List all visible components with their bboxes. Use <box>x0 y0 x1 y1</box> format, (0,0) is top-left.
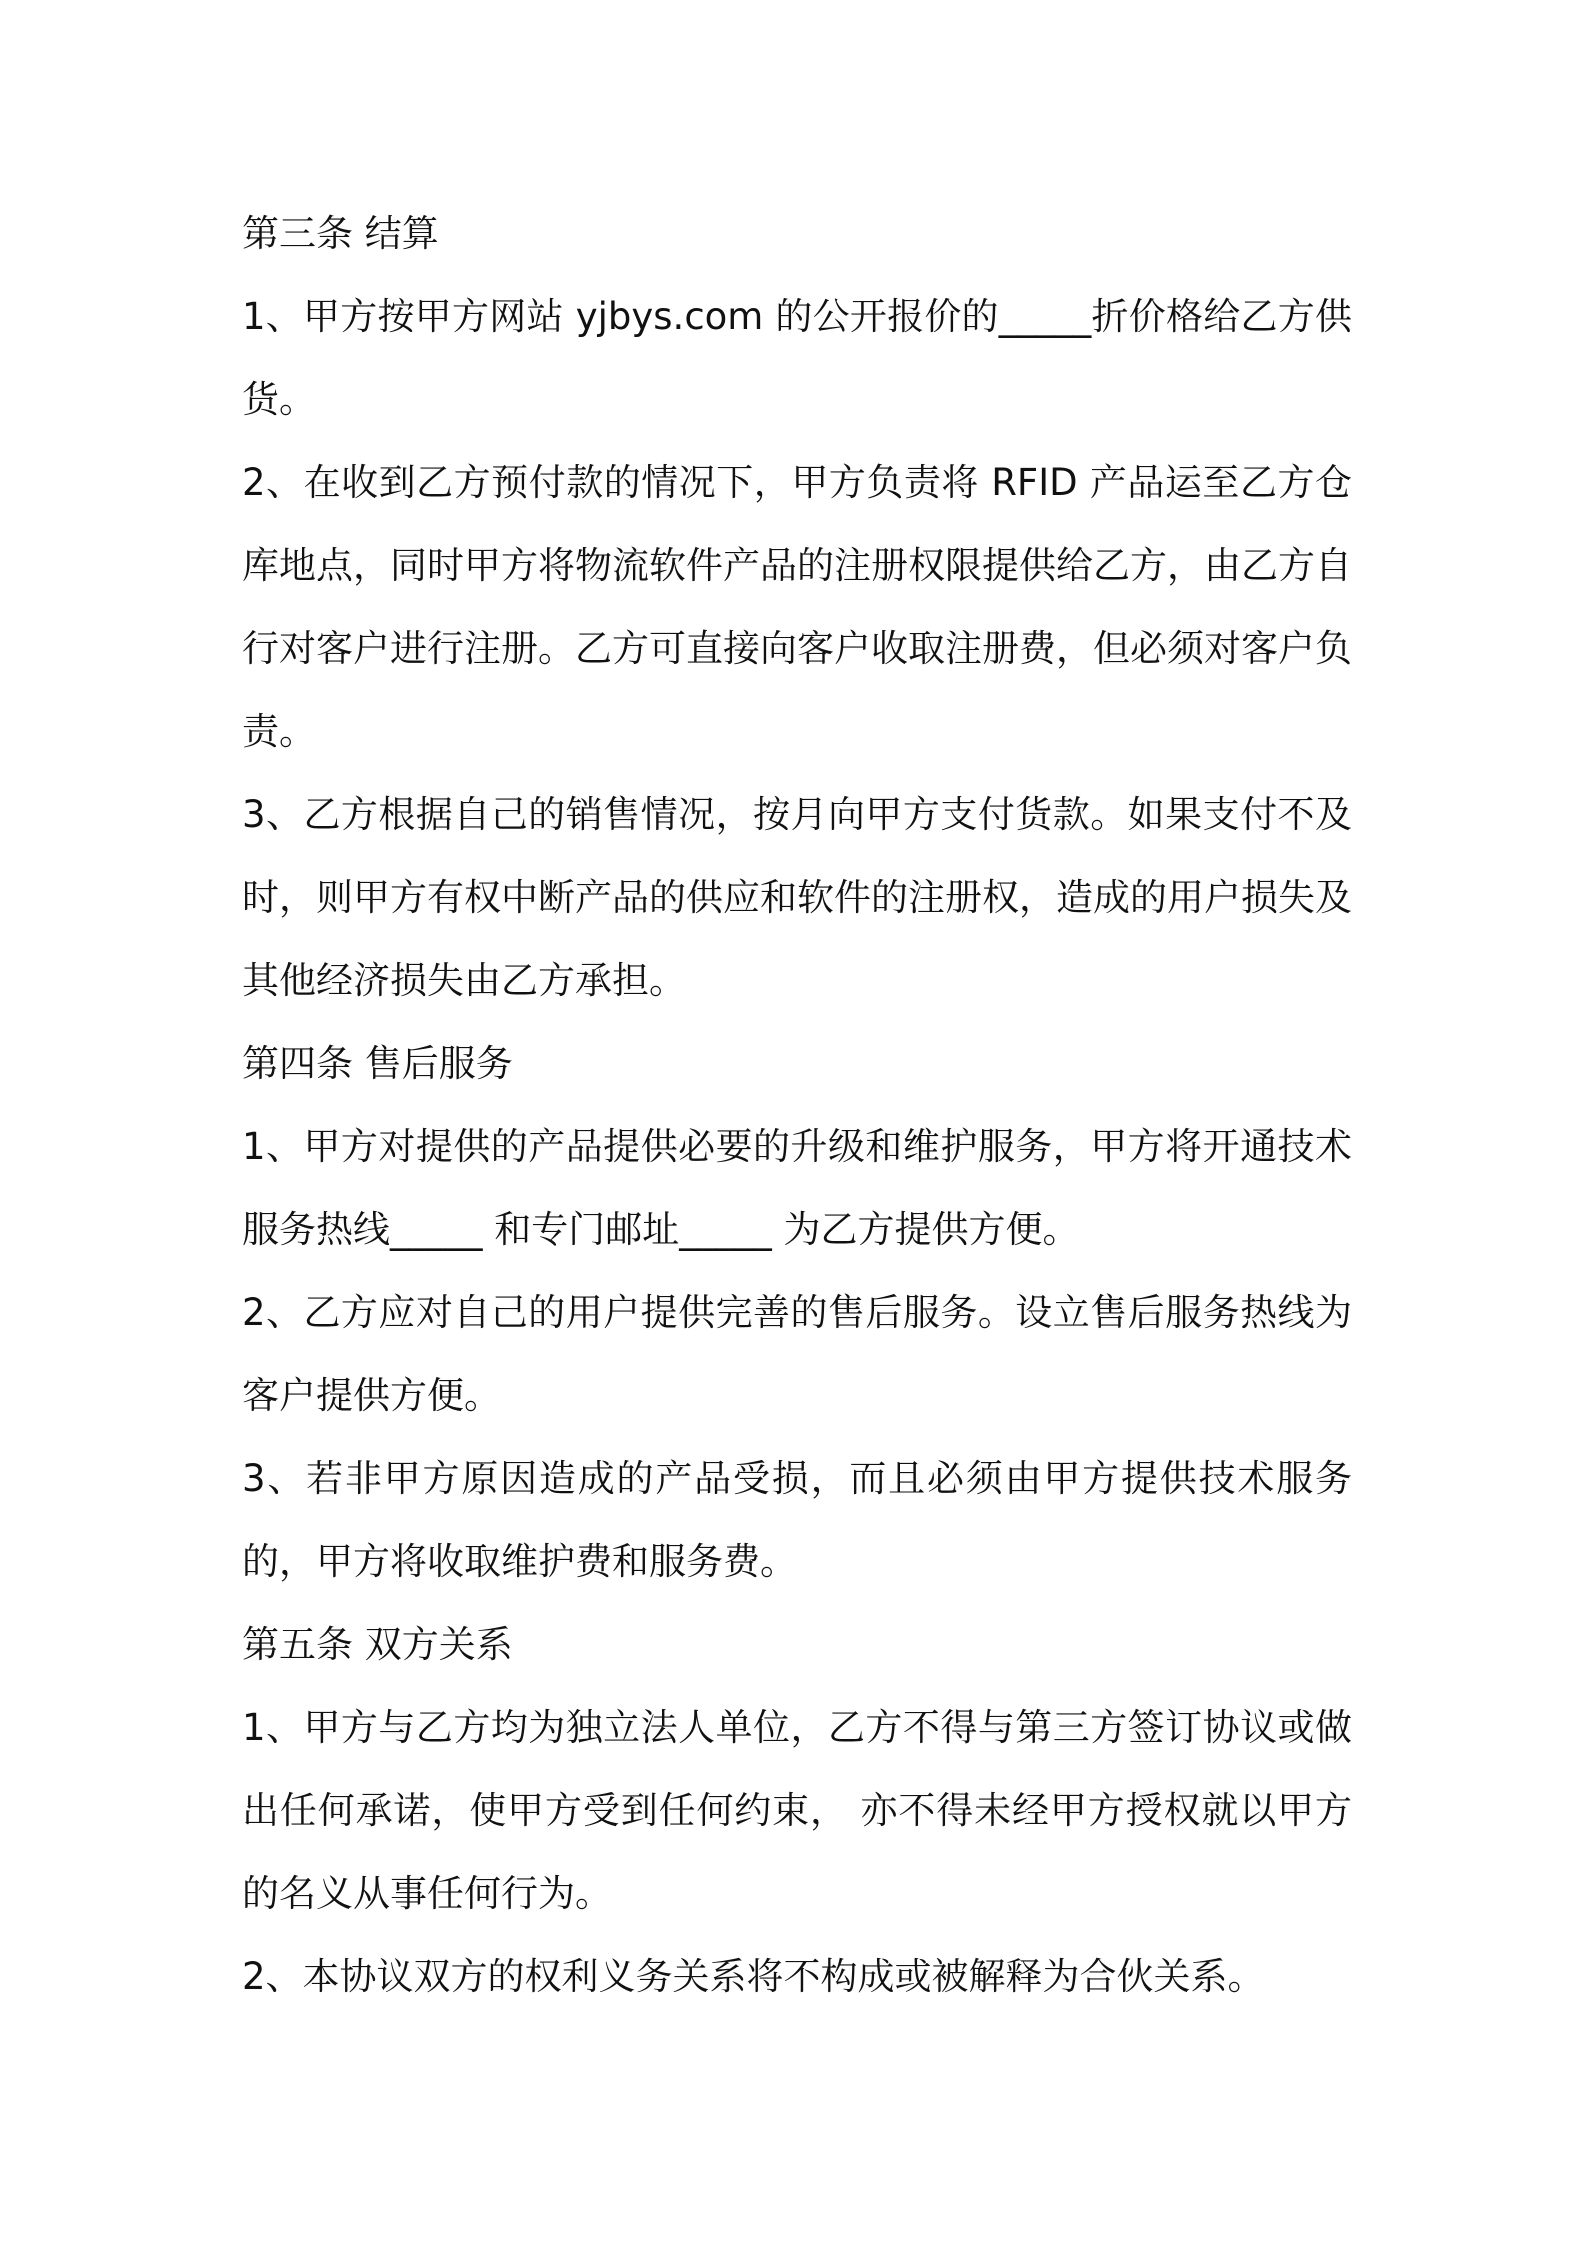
clause-paragraph: 1、甲方对提供的产品提供必要的升级和维护服务，甲方将开通技术服务热线_____ 和专门邮址_____ 为乙方提供方便。 <box>242 1125 1352 1251</box>
section-heading: 第五条 双方关系 <box>242 1623 513 1666</box>
clause-paragraph: 2、本协议双方的权利义务关系将不构成或被解释为合伙关系。 <box>242 1955 1265 1998</box>
section-settlement <box>242 192 1352 1022</box>
document-page <box>242 192 1352 2018</box>
clause-paragraph: 2、乙方应对自己的用户提供完善的售后服务。设立售后服务热线为客户提供方便。 <box>242 1291 1352 1417</box>
clause-paragraph: 3、乙方根据自己的销售情况，按月向甲方支付货款。如果支付不及时，则甲方有权中断产品的供应和软件的注册权，造成的用户损失及其他经济损失由乙方承担。 <box>242 793 1352 1002</box>
clause-paragraph: 2、在收到乙方预付款的情况下，甲方负责将 RFID 产品运至乙方仓库地点，同时甲方将物流软件产品的注册权限提供给乙方，由乙方自行对客户进行注册。乙方可直接向客户收取注册费，但必须对客户负责。 <box>242 461 1352 753</box>
section-heading: 第三条 结算 <box>242 212 439 255</box>
section-after-sales <box>242 1022 1352 1603</box>
clause-paragraph: 1、甲方与乙方均为独立法人单位，乙方不得与第三方签订协议或做出任何承诺，使甲方受到任何约束， 亦不得未经甲方授权就以甲方的名义从事任何行为。 <box>242 1706 1352 1915</box>
section-heading: 第四条 售后服务 <box>242 1042 513 1085</box>
section-relationship <box>242 1603 1352 2018</box>
clause-paragraph: 1、甲方按甲方网站 yjbys.com 的公开报价的_____折价格给乙方供货。 <box>242 295 1352 421</box>
clause-paragraph: 3、若非甲方原因造成的产品受损，而且必须由甲方提供技术服务的，甲方将收取维护费和服务费。 <box>242 1457 1352 1583</box>
